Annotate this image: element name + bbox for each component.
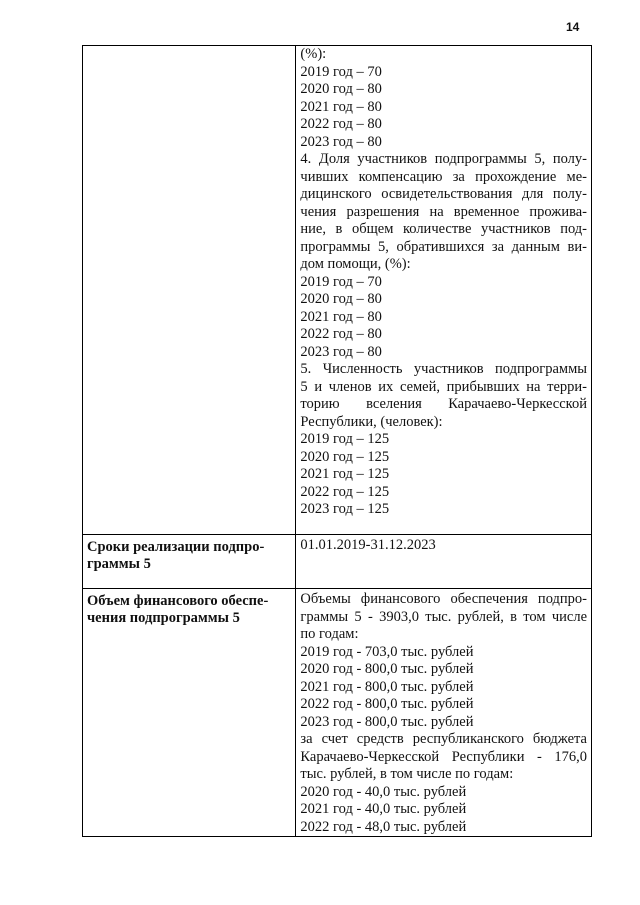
indicator-4-text-line: чения разрешения на временное прожива-: [300, 203, 587, 220]
indicator-4-text-line: 4. Доля участников подпрограммы 5, полу-: [300, 151, 587, 167]
indicator-4-text-line: чивших компенсацию за прохождение ме-: [300, 168, 587, 185]
indicator-3-tail: (%):: [300, 46, 327, 62]
financing-intro-line: по годам:: [300, 626, 359, 642]
financing-regional-year: 2022 год - 48,0 тыс. рублей: [300, 818, 467, 835]
financing-label-cell: [83, 589, 296, 837]
indicator-3-year: 2021 год – 80: [300, 98, 382, 115]
indicators-value-cell: [296, 46, 592, 535]
indicator-4-year: 2021 год – 80: [300, 308, 382, 325]
financing-regional-line: тыс. рублей, в том числе по годам:: [300, 766, 514, 782]
indicator-5-year: 2022 год – 125: [300, 483, 390, 500]
indicator-3-year: 2019 год – 70: [300, 63, 382, 80]
indicator-5-year: 2019 год – 125: [300, 431, 390, 447]
indicator-4-year: 2020 год – 80: [300, 291, 382, 307]
terms-value: 01.01.2019-31.12.2023: [300, 537, 436, 553]
indicator-5-text-line: Республики, (человек):: [300, 413, 443, 430]
page-number: 14: [566, 20, 580, 34]
terms-row: [83, 535, 592, 589]
financing-label: [83, 589, 295, 627]
terms-value-cell: [296, 535, 592, 589]
indicator-3-year: 2023 год – 80: [300, 133, 382, 150]
indicator-5-text-line: 5. Численность участников подпрограммы: [300, 361, 587, 377]
indicators-row: [83, 46, 592, 535]
terms-label-cell: [83, 535, 296, 589]
indicators-text: [296, 46, 591, 519]
indicator-4-year: 2019 год – 70: [300, 273, 382, 290]
financing-year: 2020 год - 800,0 тыс. рублей: [300, 661, 474, 677]
indicator-5-text-line: 5 и членов их семей, прибывших на терри-: [300, 378, 587, 395]
indicator-4-text-line: ние, в общем количестве участников под-: [300, 221, 587, 237]
financing-regional-line: за счет средств республиканского бюджета: [300, 731, 587, 747]
terms-label: [83, 535, 295, 573]
financing-year: 2022 год - 800,0 тыс. рублей: [300, 696, 474, 712]
financing-regional-year: 2021 год - 40,0 тыс. рублей: [300, 801, 467, 817]
indicator-4-text-line: дом помощи, (%):: [300, 256, 411, 272]
financing-intro-line: Объемы финансового обеспечения подпро-: [300, 591, 587, 607]
financing-regional-year: 2020 год - 40,0 тыс. рублей: [300, 783, 467, 800]
indicator-4-year: 2023 год – 80: [300, 343, 382, 360]
financing-year: 2021 год - 800,0 тыс. рублей: [300, 678, 474, 695]
indicator-5-year: 2023 год – 125: [300, 501, 390, 517]
financing-text: [296, 589, 591, 836]
terms-label-line: Сроки реализации подпро-: [87, 539, 265, 555]
passport-table: [82, 45, 592, 837]
indicator-4-year: 2022 год – 80: [300, 326, 382, 342]
terms-label-line: граммы 5: [87, 556, 151, 572]
financing-regional-line: Карачаево-Черкесской Республики - 176,0: [300, 748, 587, 765]
financing-label-line: Объем финансового обеспе-: [87, 593, 269, 609]
financing-label-line: чения подпрограммы 5: [87, 610, 240, 626]
indicators-label-cell: [83, 46, 296, 535]
financing-year: 2023 год - 800,0 тыс. рублей: [300, 713, 474, 730]
indicator-3-year: 2020 год – 80: [300, 81, 382, 97]
financing-intro-line: граммы 5 - 3903,0 тыс. рублей, в том числе: [300, 608, 587, 625]
indicator-4-text-line: программы 5, обратившихся за данным ви-: [300, 238, 587, 255]
indicator-3-year: 2022 год – 80: [300, 116, 382, 132]
indicator-5-text-line: торию вселения Карачаево-Черкесской: [300, 396, 587, 412]
indicator-5-year: 2021 год – 125: [300, 466, 390, 482]
indicator-5-year: 2020 год – 125: [300, 448, 390, 465]
financing-year: 2019 год - 703,0 тыс. рублей: [300, 643, 474, 660]
indicator-4-text-line: дицинского освидетельствования для полу-: [300, 186, 587, 202]
financing-row: [83, 589, 592, 837]
financing-value-cell: [296, 589, 592, 837]
